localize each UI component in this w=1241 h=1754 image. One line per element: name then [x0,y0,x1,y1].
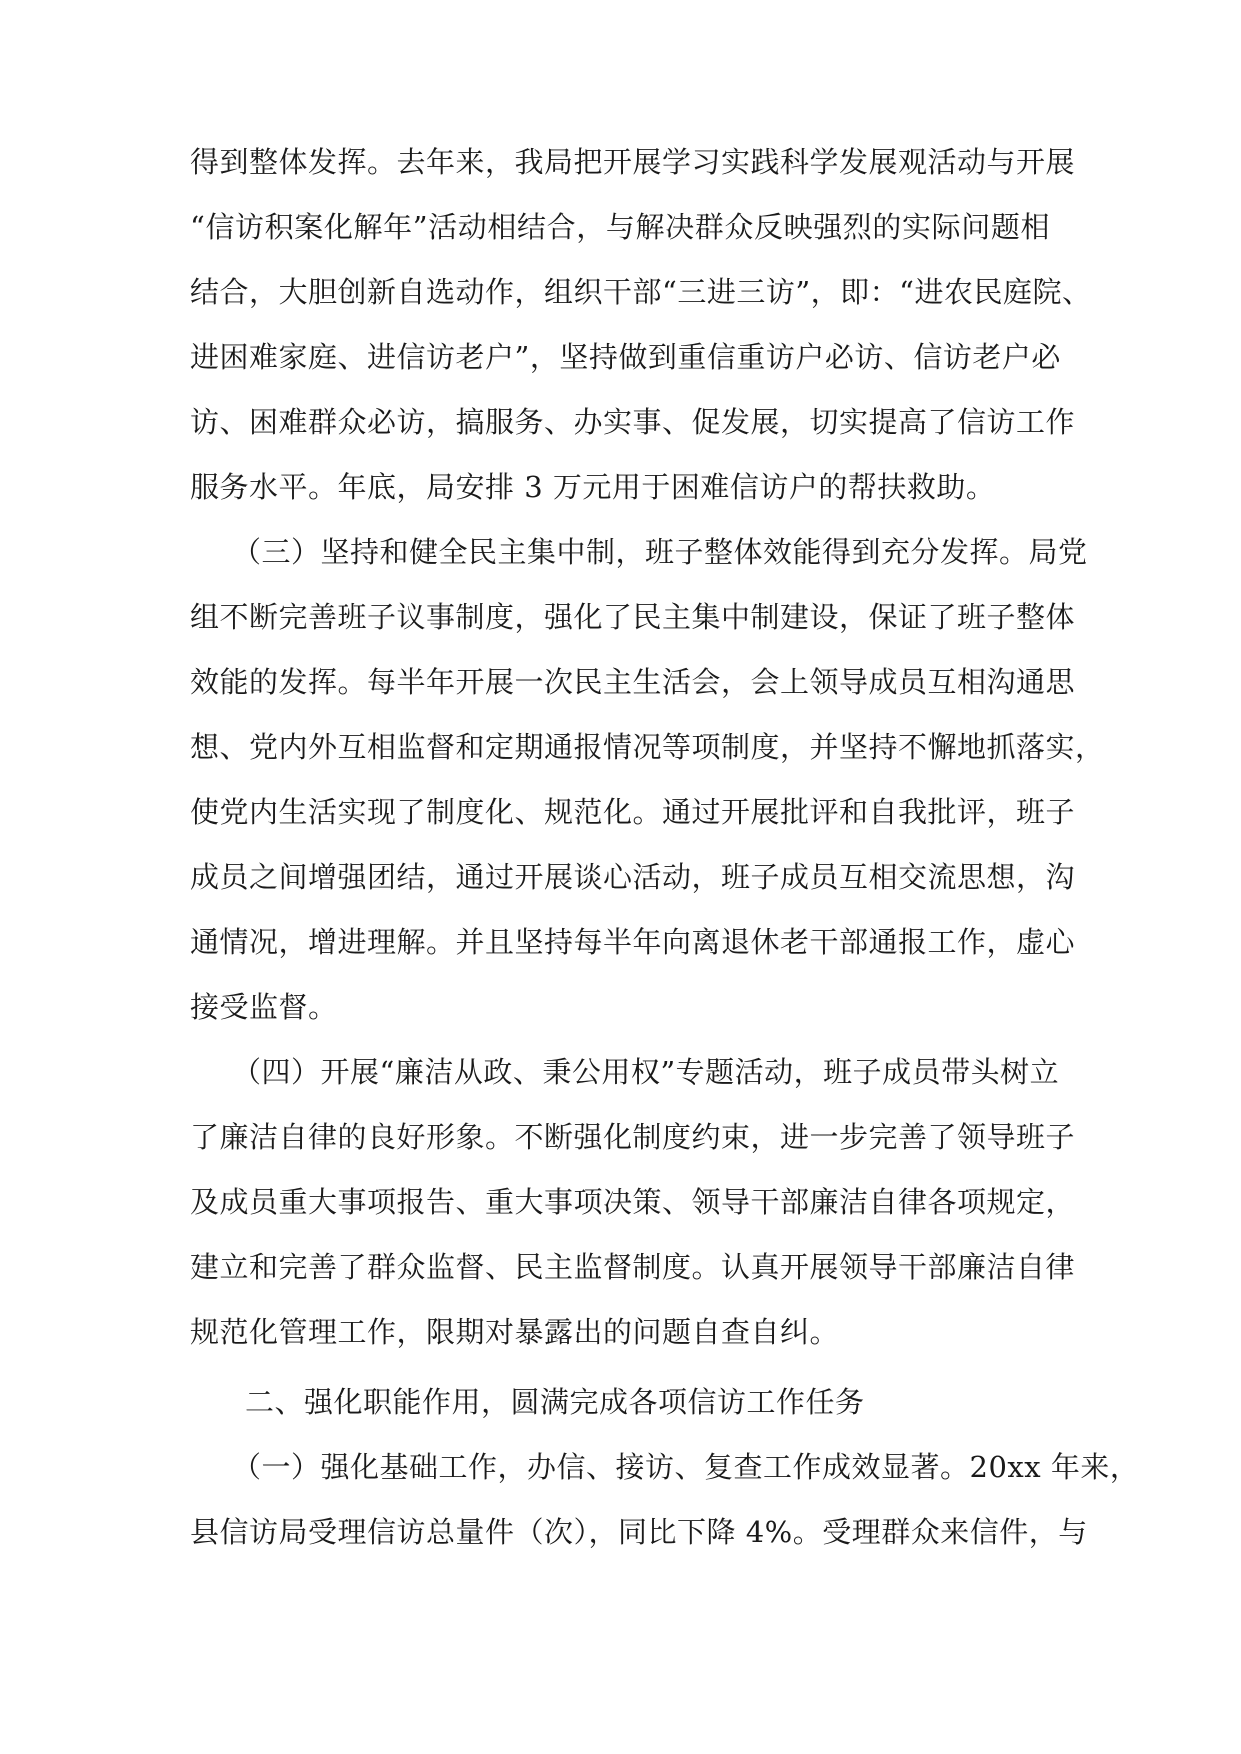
text-line: 组不断完善班子议事制度，强化了民主集中制建设，保证了班子整体 [190,600,1076,634]
text-line: 访、困难群众必访，搞服务、办实事、促发展，切实提高了信访工作 [190,405,1076,439]
text-line: 想、党内外互相监督和定期通报情况等项制度，并坚持不懈地抓落实， [190,730,1105,764]
paragraph-heading-4: （四）开展“廉洁从政、秉公用权”专题活动，班子成员带头树立 [232,1055,1060,1089]
text-line: 得到整体发挥。去年来，我局把开展学习实践科学发展观活动与开展 [190,145,1076,179]
text-line: 及成员重大事项报告、重大事项决策、领导干部廉洁自律各项规定， [190,1185,1076,1219]
text-line: 结合，大胆创新自选动作，组织干部“三进三访”，即：“进农民庭院、 [190,275,1092,309]
paragraph-heading-3: （三）坚持和健全民主集中制，班子整体效能得到充分发挥。局党 [232,535,1088,569]
text-line: “信访积案化解年”活动相结合，与解决群众反映强烈的实际问题相 [190,210,1050,244]
text-line: 效能的发挥。每半年开展一次民主生活会，会上领导成员互相沟通思 [190,665,1076,699]
text-line: 进困难家庭、进信访老户”，坚持做到重信重访户必访、信访老户必 [190,340,1061,374]
text-line: 服务水平。年底，局安排 3 万元用于困难信访户的帮扶救助。 [190,470,996,504]
text-line: 规范化管理工作，限期对暴露出的问题自查自纠。 [190,1315,840,1349]
text-line: 通情况，增进理解。并且坚持每半年向离退休老干部通报工作，虚心 [190,925,1076,959]
paragraph-heading-1: （一）强化基础工作，办信、接访、复查工作成效显著。20xx 年来， [232,1450,1140,1484]
text-line: 县信访局受理信访总量件（次），同比下降 4%。受理群众来信件，与 [190,1515,1088,1549]
text-line: 使党内生活实现了制度化、规范化。通过开展批评和自我批评，班子 [190,795,1076,829]
text-line: 了廉洁自律的良好形象。不断强化制度约束，进一步完善了领导班子 [190,1120,1076,1154]
section-heading: 二、强化职能作用，圆满完成各项信访工作任务 [245,1385,865,1419]
text-line: 接受监督。 [190,990,338,1024]
text-line: 建立和完善了群众监督、民主监督制度。认真开展领导干部廉洁自律 [190,1250,1076,1284]
text-line: 成员之间增强团结，通过开展谈心活动，班子成员互相交流思想，沟 [190,860,1076,894]
